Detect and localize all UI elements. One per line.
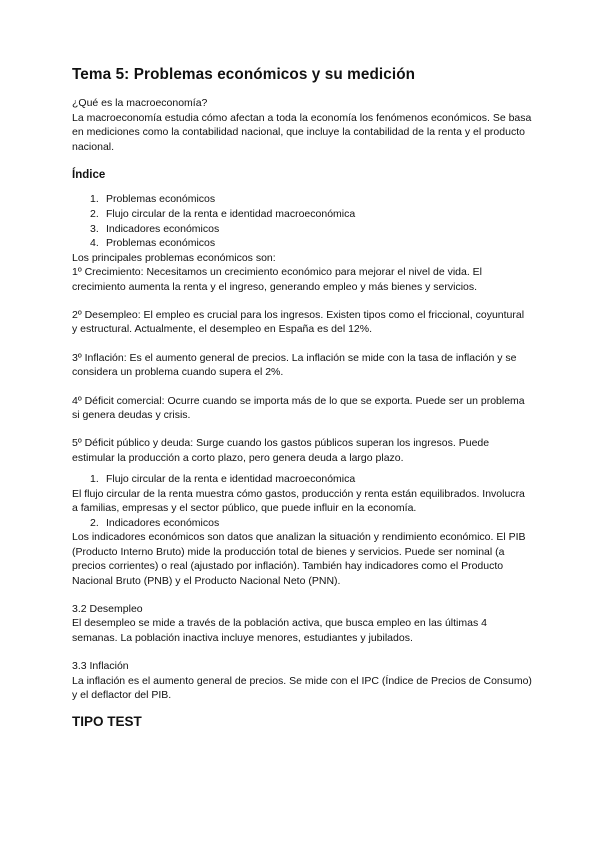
index-list xyxy=(72,192,532,250)
unemployment-heading: 3.2 Desempleo xyxy=(72,602,143,615)
problem-inflation: 3º Inflación: Es el aumento general de precios. La inflación se mide con la tasa de inflación y se considera un problema cuando supera el 2%. xyxy=(72,351,517,379)
unemployment-text: El desempleo se mide a través de la población activa, que busca empleo en las últimas 4 semanas. La población inactiva incluye menores, estudiantes y jubilados. xyxy=(72,617,487,644)
document-page xyxy=(72,68,532,730)
index-item: 4. Problemas económicos xyxy=(90,237,216,250)
section-indicators-text: Los indicadores económicos son datos que analizan la situación y rendimiento económico. El PIB (Producto Interno Bruto) mide la producción total de bienes y servicios. Puede ser nominal (a precios corrientes) o real (ajustado por inflación). También hay indicadores como el Producto Nacional Bruto (PNB) y el Producto Nacional Neto (PNN). xyxy=(72,531,526,587)
intro-question: ¿Qué es la macroeconomía? xyxy=(72,97,208,110)
test-heading: TIPO TEST xyxy=(72,714,142,730)
problem-unemployment: 2º Desempleo: El empleo es crucial para los ingresos. Existen tipos como el friccional, coyuntural y estructural. Actualmente, el desempleo en España es del 12%. xyxy=(72,309,525,336)
section-flow-text: El flujo circular de la renta muestra cómo gastos, producción y renta están equilibrados. Involucra a familias, empresas y el sector público, que puede influir en la economía. xyxy=(72,487,525,515)
section-indicators-heading: 2. Indicadores económicos xyxy=(90,516,220,529)
index-item: 2. Flujo circular de la renta e identidad macroeconómica xyxy=(90,208,356,221)
index-heading: Índice xyxy=(72,169,106,182)
page-title: Tema 5: Problemas económicos y su medición xyxy=(72,66,416,83)
problem-growth: 1º Crecimiento: Necesitamos un crecimiento económico para mejorar el nivel de vida. El crecimiento aumenta la renta y el ingreso, generando empleo y más bienes y servicios. xyxy=(72,266,483,293)
problem-public-deficit: 5º Déficit público y deuda: Surge cuando los gastos públicos superan los ingresos. Puede estimular la producción a corto plazo, pero genera deuda a largo plazo. xyxy=(72,437,490,464)
index-item: 3. Indicadores económicos xyxy=(90,222,220,235)
inflation-text: La inflación es el aumento general de precios. Se mide con el IPC (Índice de Precios de Consumo) y el deflactor del PIB. xyxy=(72,674,532,701)
problem-trade-deficit: 4º Déficit comercial: Ocurre cuando se importa más de lo que se exporta. Puede ser un problema si genera deudas y crisis. xyxy=(72,394,525,422)
inflation-heading: 3.3 Inflación xyxy=(72,660,129,673)
section-flow-heading: 1. Flujo circular de la renta e identidad macroeconómica xyxy=(90,473,356,486)
index-item: 1. Problemas económicos xyxy=(90,193,216,206)
intro-answer: La macroeconomía estudia cómo afectan a toda la economía los fenómenos económicos. Se basa en mediciones como la contabilidad nacional, que incluye la contabilidad de la renta y el producto nacional. xyxy=(72,111,532,153)
problems-lead: Los principales problemas económicos son: xyxy=(72,251,276,264)
